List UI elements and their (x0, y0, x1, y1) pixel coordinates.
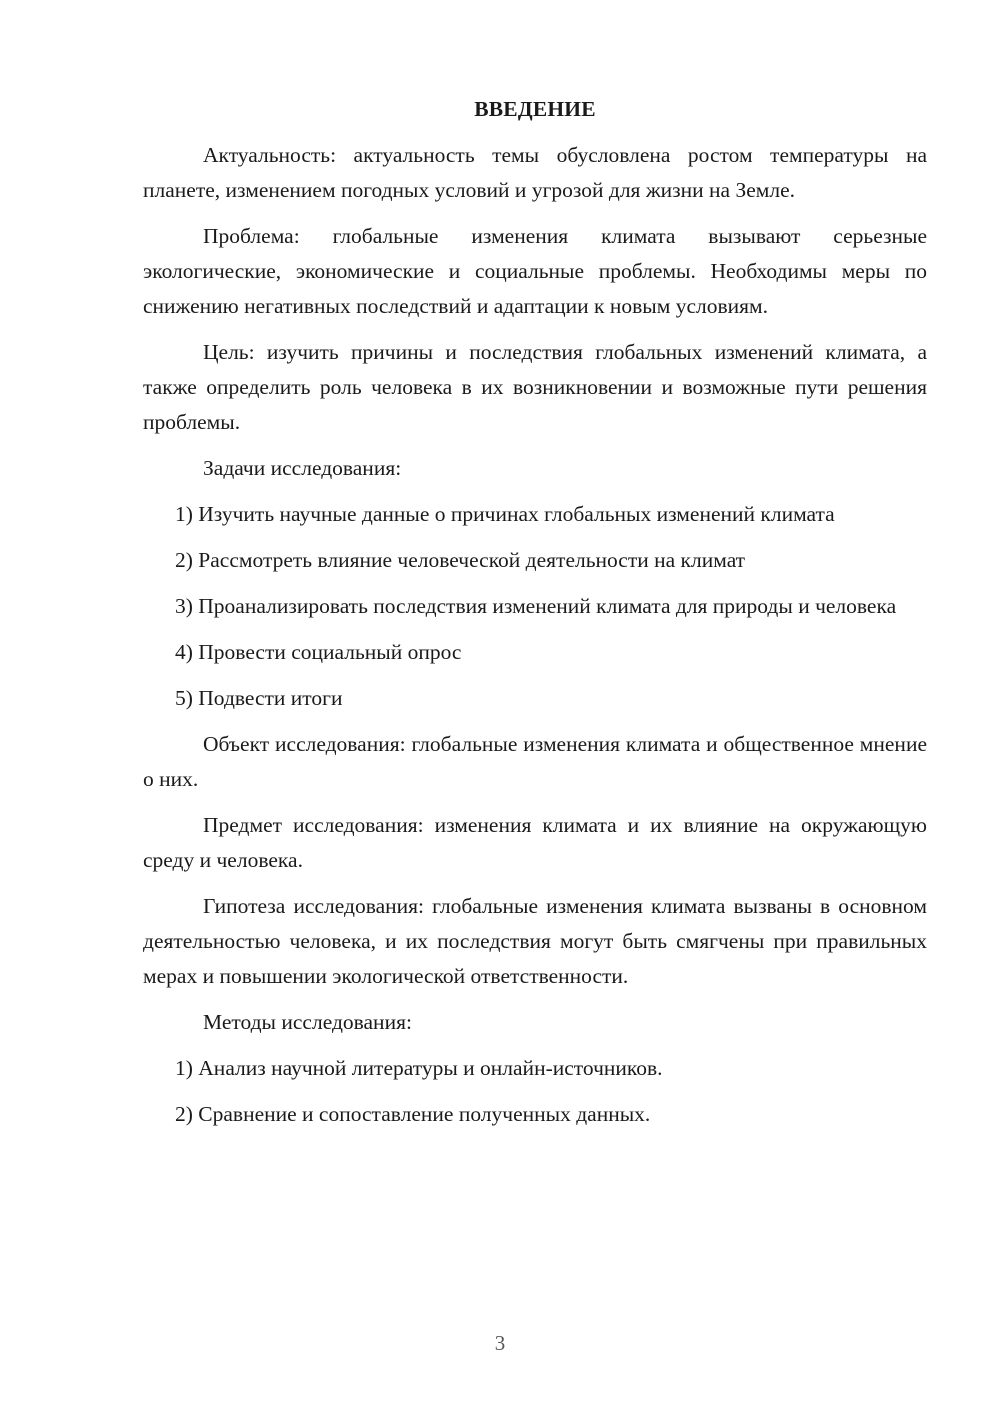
task-item-3: 3) Проанализировать последствия изменений климата для природы и человека (175, 594, 897, 618)
tasks-heading: Задачи исследования: (203, 456, 402, 480)
problem-paragraph: Проблема: глобальные изменения климата вызывают серьезные экологические, экономические и социальные проблемы. Необходимы меры по снижению негативных последствий и адаптации к новым условиям. (143, 224, 927, 318)
task-item-5: 5) Подвести итоги (175, 686, 343, 710)
methods-heading: Методы исследования: (203, 1010, 412, 1034)
hypothesis-paragraph: Гипотеза исследования: глобальные изменения климата вызваны в основном деятельностью человека, и их последствия могут быть смягчены при правильных мерах и повышении экологической ответственности. (143, 894, 927, 988)
task-item-4: 4) Провести социальный опрос (175, 640, 462, 664)
task-item-1: 1) Изучить научные данные о причинах глобальных изменений климата (175, 502, 835, 526)
task-item-2: 2) Рассмотреть влияние человеческой деятельности на климат (175, 548, 746, 572)
page-title: ВВЕДЕНИЕ (474, 97, 596, 121)
method-item-1: 1) Анализ научной литературы и онлайн-источников. (175, 1056, 663, 1080)
document-page (143, 92, 927, 1143)
object-paragraph: Объект исследования: глобальные изменения климата и общественное мнение о них. (143, 732, 927, 791)
relevance-paragraph: Актуальность: актуальность темы обусловлена ростом температуры на планете, изменением погодных условий и угрозой для жизни на Земле. (143, 143, 927, 202)
page-number: 3 (494, 1331, 506, 1355)
goal-paragraph: Цель: изучить причины и последствия глобальных изменений климата, а также определить роль человека в их возникновении и возможные пути решения проблемы. (143, 340, 927, 434)
method-item-2: 2) Сравнение и сопоставление полученных данных. (175, 1102, 651, 1126)
subject-paragraph: Предмет исследования: изменения климата и их влияние на окружающую среду и человека. (143, 813, 927, 872)
